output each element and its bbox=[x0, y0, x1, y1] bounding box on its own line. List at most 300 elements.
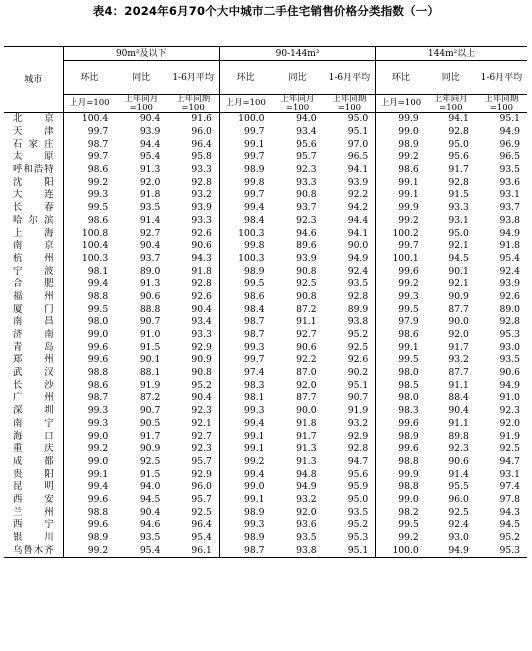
index-value: 91.7 bbox=[139, 430, 161, 442]
index-value: 93.2 bbox=[167, 189, 219, 202]
index-value: 90.4 bbox=[139, 240, 161, 252]
index-value: 95.3 bbox=[499, 329, 520, 341]
index-value: 92.8 bbox=[499, 316, 520, 328]
index-value: 93.9 bbox=[324, 176, 376, 189]
index-value: 95.0 bbox=[448, 138, 469, 150]
index-value: 87.7 bbox=[448, 367, 469, 379]
city-name: 银川 bbox=[4, 532, 63, 545]
index-value: 94.1 bbox=[448, 113, 469, 125]
index-value: 90.6 bbox=[448, 455, 469, 467]
index-value: 99.6 bbox=[87, 341, 109, 353]
group-header-medium: 90-144m² bbox=[219, 47, 375, 61]
index-value: 89.8 bbox=[448, 430, 469, 442]
index-value: 93.5 bbox=[296, 532, 317, 544]
index-value: 99.4 bbox=[244, 417, 265, 429]
index-value: 92.5 bbox=[324, 341, 376, 354]
index-value: 99.6 bbox=[87, 354, 109, 366]
index-value: 98.9 bbox=[398, 430, 419, 442]
index-value: 90.6 bbox=[296, 341, 317, 353]
table-row bbox=[4, 253, 527, 266]
base-label: 上年同期=100 bbox=[324, 95, 376, 113]
city-name: 合肥 bbox=[4, 278, 63, 291]
index-value: 92.8 bbox=[448, 176, 469, 188]
index-value: 99.7 bbox=[244, 354, 265, 366]
city-name: 长春 bbox=[4, 202, 63, 215]
table-row bbox=[4, 113, 527, 126]
index-value: 93.5 bbox=[139, 202, 161, 214]
index-value: 99.3 bbox=[244, 341, 265, 353]
index-value: 95.8 bbox=[167, 151, 219, 164]
table-row bbox=[4, 341, 527, 354]
index-value: 98.7 bbox=[244, 329, 265, 341]
index-value: 91.3 bbox=[139, 164, 161, 176]
index-value: 95.7 bbox=[296, 151, 317, 163]
city-name: 贵阳 bbox=[4, 468, 63, 481]
index-value: 91.1 bbox=[448, 379, 469, 391]
index-value: 93.5 bbox=[499, 164, 520, 176]
index-value: 91.3 bbox=[296, 455, 317, 467]
group-header-large: 144m²以上 bbox=[376, 47, 527, 61]
table-row bbox=[4, 329, 527, 342]
city-name: 呼和浩特 bbox=[4, 164, 63, 177]
index-value: 98.0 bbox=[398, 367, 419, 379]
index-value: 98.0 bbox=[398, 392, 419, 404]
index-value: 96.1 bbox=[167, 544, 219, 557]
index-value: 95.4 bbox=[139, 151, 161, 163]
base-label: 上月=100 bbox=[63, 95, 115, 113]
index-value: 92.3 bbox=[296, 214, 317, 226]
subcol-mom: 环比 bbox=[63, 61, 115, 95]
index-value: 99.9 bbox=[398, 202, 419, 214]
index-value: 94.9 bbox=[324, 253, 376, 266]
index-value: 95.6 bbox=[448, 151, 469, 163]
index-value: 99.0 bbox=[244, 481, 265, 493]
base-label: 上年同期=100 bbox=[167, 95, 219, 113]
subcol-mom: 环比 bbox=[219, 61, 271, 95]
index-value: 95.1 bbox=[324, 544, 376, 557]
index-value: 94.4 bbox=[139, 138, 161, 150]
index-value: 92.9 bbox=[324, 430, 376, 443]
index-value: 98.4 bbox=[244, 303, 265, 315]
index-value: 99.2 bbox=[87, 544, 109, 556]
index-value: 95.4 bbox=[139, 544, 161, 556]
index-value: 99.3 bbox=[244, 519, 265, 531]
index-value: 99.4 bbox=[244, 468, 265, 480]
index-value: 100.3 bbox=[238, 252, 265, 264]
index-value: 94.9 bbox=[499, 379, 520, 391]
index-value: 99.6 bbox=[87, 493, 109, 505]
index-value: 99.0 bbox=[398, 493, 419, 505]
table-row bbox=[4, 392, 527, 405]
index-value: 93.1 bbox=[499, 189, 520, 201]
index-value: 92.8 bbox=[448, 126, 469, 138]
index-value: 93.3 bbox=[167, 164, 219, 177]
index-value: 90.1 bbox=[448, 265, 469, 277]
index-value: 92.0 bbox=[296, 379, 317, 391]
index-value: 98.0 bbox=[87, 316, 109, 328]
subcol-avg: 1-6月平均 bbox=[476, 61, 527, 95]
index-value: 98.6 bbox=[87, 379, 109, 391]
city-name: 大连 bbox=[4, 189, 63, 202]
city-name: 天津 bbox=[4, 126, 63, 139]
index-value: 88.8 bbox=[139, 303, 161, 315]
index-value: 98.9 bbox=[244, 265, 265, 277]
index-value: 91.8 bbox=[499, 240, 520, 252]
table-row bbox=[4, 494, 527, 507]
index-value: 91.7 bbox=[448, 341, 469, 353]
table-body bbox=[4, 113, 527, 558]
index-value: 90.8 bbox=[296, 265, 317, 277]
table-row bbox=[4, 291, 527, 304]
index-value: 97.9 bbox=[398, 316, 419, 328]
index-value: 100.4 bbox=[81, 240, 109, 252]
index-value: 98.9 bbox=[244, 164, 265, 176]
base-label: 上月=100 bbox=[376, 95, 426, 113]
index-value: 93.7 bbox=[139, 252, 161, 264]
index-value: 93.2 bbox=[296, 493, 317, 505]
city-name: 青岛 bbox=[4, 341, 63, 354]
index-value: 98.6 bbox=[244, 290, 265, 302]
index-value: 93.8 bbox=[296, 544, 317, 556]
city-column-header: 城市 bbox=[4, 47, 63, 113]
subcol-avg: 1-6月平均 bbox=[167, 61, 219, 95]
index-value: 91.1 bbox=[296, 316, 317, 328]
city-name: 北京 bbox=[4, 113, 63, 126]
index-value: 99.4 bbox=[87, 481, 109, 493]
index-value: 92.8 bbox=[167, 278, 219, 291]
city-name: 南昌 bbox=[4, 316, 63, 329]
index-value: 90.4 bbox=[167, 392, 219, 405]
index-value: 94.5 bbox=[499, 519, 520, 531]
index-value: 99.1 bbox=[244, 430, 265, 442]
table-row bbox=[4, 379, 527, 392]
index-value: 91.5 bbox=[448, 189, 469, 201]
index-value: 90.4 bbox=[139, 506, 161, 518]
index-value: 92.1 bbox=[167, 418, 219, 431]
index-value: 92.5 bbox=[499, 443, 520, 455]
city-name: 海口 bbox=[4, 430, 63, 443]
table-row bbox=[4, 227, 527, 240]
index-value: 99.6 bbox=[398, 417, 419, 429]
index-value: 100.4 bbox=[81, 113, 109, 125]
index-value: 90.0 bbox=[296, 405, 317, 417]
index-value: 94.8 bbox=[296, 468, 317, 480]
index-value: 99.9 bbox=[398, 113, 419, 125]
index-value: 92.0 bbox=[296, 506, 317, 518]
index-value: 93.3 bbox=[167, 329, 219, 342]
index-value: 99.3 bbox=[87, 405, 109, 417]
index-value: 98.8 bbox=[87, 290, 109, 302]
index-value: 97.4 bbox=[499, 481, 520, 493]
index-value: 99.7 bbox=[244, 151, 265, 163]
index-value: 98.9 bbox=[398, 138, 419, 150]
index-value: 98.9 bbox=[87, 532, 109, 544]
table-row bbox=[4, 532, 527, 545]
index-value: 95.3 bbox=[499, 544, 520, 556]
index-value: 92.7 bbox=[139, 227, 161, 239]
index-value: 92.0 bbox=[448, 329, 469, 341]
index-value: 94.5 bbox=[139, 493, 161, 505]
index-value: 90.8 bbox=[167, 367, 219, 380]
index-value: 95.2 bbox=[324, 519, 376, 532]
index-value: 95.7 bbox=[167, 456, 219, 469]
index-value: 94.0 bbox=[296, 113, 317, 125]
table-row bbox=[4, 544, 527, 557]
index-value: 94.6 bbox=[139, 519, 161, 531]
index-value: 93.5 bbox=[324, 278, 376, 291]
index-value: 92.2 bbox=[324, 189, 376, 202]
city-name: 郑州 bbox=[4, 354, 63, 367]
index-value: 99.3 bbox=[244, 405, 265, 417]
index-value: 95.7 bbox=[167, 494, 219, 507]
city-name: 长沙 bbox=[4, 379, 63, 392]
index-value: 99.1 bbox=[398, 341, 419, 353]
table-row bbox=[4, 506, 527, 519]
index-value: 97.0 bbox=[324, 138, 376, 151]
table-row bbox=[4, 456, 527, 469]
index-value: 98.4 bbox=[244, 214, 265, 226]
index-value: 92.9 bbox=[167, 468, 219, 481]
index-value: 94.5 bbox=[448, 252, 469, 264]
table-row bbox=[4, 443, 527, 456]
index-value: 99.1 bbox=[398, 176, 419, 188]
index-value: 92.6 bbox=[167, 227, 219, 240]
index-value: 99.1 bbox=[398, 189, 419, 201]
index-value: 91.8 bbox=[139, 189, 161, 201]
city-name: 重庆 bbox=[4, 443, 63, 456]
index-value: 87.2 bbox=[296, 303, 317, 315]
index-value: 87.7 bbox=[448, 303, 469, 315]
index-value: 98.1 bbox=[244, 392, 265, 404]
index-value: 89.9 bbox=[324, 303, 376, 316]
index-value: 99.7 bbox=[244, 126, 265, 138]
index-value: 93.9 bbox=[139, 126, 161, 138]
index-value: 87.0 bbox=[296, 367, 317, 379]
index-value: 98.7 bbox=[244, 544, 265, 556]
index-value: 93.3 bbox=[296, 176, 317, 188]
table-row bbox=[4, 418, 527, 431]
index-value: 95.2 bbox=[324, 329, 376, 342]
index-value: 92.1 bbox=[448, 240, 469, 252]
index-value: 98.3 bbox=[244, 379, 265, 391]
index-value: 91.4 bbox=[139, 214, 161, 226]
table-row bbox=[4, 176, 527, 189]
index-value: 98.8 bbox=[87, 506, 109, 518]
index-value: 93.0 bbox=[448, 532, 469, 544]
index-value: 99.6 bbox=[398, 443, 419, 455]
base-label: 上年同月=100 bbox=[115, 95, 167, 113]
index-value: 92.7 bbox=[167, 430, 219, 443]
index-value: 99.4 bbox=[87, 278, 109, 290]
index-value: 92.1 bbox=[448, 278, 469, 290]
index-value: 90.9 bbox=[139, 443, 161, 455]
base-label: 上年同期=100 bbox=[476, 95, 527, 113]
index-value: 99.5 bbox=[87, 303, 109, 315]
index-value: 95.4 bbox=[499, 252, 520, 264]
index-value: 90.8 bbox=[296, 290, 317, 302]
index-value: 95.0 bbox=[448, 227, 469, 239]
index-value: 93.4 bbox=[167, 316, 219, 329]
city-name: 深圳 bbox=[4, 405, 63, 418]
index-value: 90.9 bbox=[448, 290, 469, 302]
index-value: 92.7 bbox=[296, 329, 317, 341]
index-value: 95.5 bbox=[448, 481, 469, 493]
table-title: 表4：2024年6月70个大中城市二手住宅销售价格分类指数（一） bbox=[92, 4, 440, 18]
index-value: 95.9 bbox=[324, 481, 376, 494]
index-value: 92.6 bbox=[499, 290, 520, 302]
index-value: 100.0 bbox=[238, 113, 265, 125]
index-value: 90.7 bbox=[324, 392, 376, 405]
index-value: 98.9 bbox=[244, 532, 265, 544]
city-name: 兰州 bbox=[4, 506, 63, 519]
index-value: 93.8 bbox=[324, 316, 376, 329]
index-value: 92.2 bbox=[296, 354, 317, 366]
city-name: 上海 bbox=[4, 227, 63, 240]
index-value: 92.0 bbox=[139, 176, 161, 188]
city-name: 西宁 bbox=[4, 519, 63, 532]
index-value: 90.6 bbox=[139, 290, 161, 302]
index-value: 92.3 bbox=[448, 443, 469, 455]
index-value: 96.0 bbox=[448, 493, 469, 505]
index-value: 94.9 bbox=[499, 227, 520, 239]
index-value: 99.1 bbox=[244, 443, 265, 455]
city-name: 厦门 bbox=[4, 303, 63, 316]
index-value: 99.6 bbox=[87, 519, 109, 531]
subcol-avg: 1-6月平均 bbox=[324, 61, 376, 95]
index-value: 92.3 bbox=[167, 443, 219, 456]
index-value: 99.4 bbox=[244, 202, 265, 214]
table-row bbox=[4, 519, 527, 532]
index-value: 90.4 bbox=[139, 113, 161, 125]
subcol-yoy: 同比 bbox=[426, 61, 476, 95]
index-value: 91.6 bbox=[167, 113, 219, 126]
index-value: 92.5 bbox=[296, 278, 317, 290]
index-value: 92.0 bbox=[499, 417, 520, 429]
index-value: 91.5 bbox=[139, 468, 161, 480]
index-value: 96.9 bbox=[499, 138, 520, 150]
index-value: 99.1 bbox=[244, 493, 265, 505]
index-value: 90.1 bbox=[139, 354, 161, 366]
index-value: 98.5 bbox=[398, 379, 419, 391]
index-value: 93.2 bbox=[324, 418, 376, 431]
index-value: 91.9 bbox=[139, 379, 161, 391]
index-value: 93.6 bbox=[499, 176, 520, 188]
index-value: 99.0 bbox=[87, 430, 109, 442]
index-value: 90.0 bbox=[448, 316, 469, 328]
table-row bbox=[4, 430, 527, 443]
index-value: 95.2 bbox=[499, 532, 520, 544]
index-value: 99.2 bbox=[87, 443, 109, 455]
city-name: 昆明 bbox=[4, 481, 63, 494]
index-value: 99.2 bbox=[398, 151, 419, 163]
group-header-small: 90m²及以下 bbox=[63, 47, 219, 61]
index-value: 99.3 bbox=[87, 189, 109, 201]
index-value: 91.8 bbox=[296, 417, 317, 429]
index-value: 90.9 bbox=[167, 354, 219, 367]
index-value: 91.3 bbox=[139, 278, 161, 290]
index-value: 96.0 bbox=[167, 481, 219, 494]
index-value: 91.0 bbox=[139, 329, 161, 341]
price-index-table bbox=[4, 46, 527, 558]
base-label: 上月=100 bbox=[219, 95, 271, 113]
table-row bbox=[4, 189, 527, 202]
table-row bbox=[4, 202, 527, 215]
table-row bbox=[4, 405, 527, 418]
index-value: 98.3 bbox=[398, 405, 419, 417]
city-name: 南京 bbox=[4, 240, 63, 253]
index-value: 97.4 bbox=[244, 367, 265, 379]
index-value: 98.6 bbox=[398, 329, 419, 341]
index-value: 92.6 bbox=[167, 291, 219, 304]
index-value: 94.1 bbox=[324, 227, 376, 240]
index-value: 99.2 bbox=[87, 176, 109, 188]
index-value: 95.3 bbox=[324, 532, 376, 545]
index-value: 93.5 bbox=[499, 354, 520, 366]
index-value: 92.3 bbox=[167, 405, 219, 418]
index-value: 98.7 bbox=[244, 316, 265, 328]
index-value: 97.8 bbox=[499, 493, 520, 505]
index-value: 95.2 bbox=[167, 379, 219, 392]
index-value: 99.0 bbox=[87, 329, 109, 341]
index-value: 99.7 bbox=[87, 126, 109, 138]
index-value: 93.3 bbox=[167, 215, 219, 228]
index-value: 96.5 bbox=[324, 151, 376, 164]
index-value: 92.9 bbox=[167, 341, 219, 354]
index-value: 91.8 bbox=[167, 265, 219, 278]
table-row bbox=[4, 215, 527, 228]
index-value: 99.1 bbox=[244, 138, 265, 150]
index-value: 99.8 bbox=[244, 176, 265, 188]
index-value: 92.6 bbox=[324, 354, 376, 367]
index-value: 98.8 bbox=[87, 367, 109, 379]
city-name: 沈阳 bbox=[4, 176, 63, 189]
index-value: 93.1 bbox=[448, 214, 469, 226]
index-value: 94.9 bbox=[448, 544, 469, 556]
index-value: 95.6 bbox=[296, 138, 317, 150]
index-value: 95.6 bbox=[324, 468, 376, 481]
index-value: 90.4 bbox=[167, 303, 219, 316]
index-value: 90.6 bbox=[499, 367, 520, 379]
city-name: 成都 bbox=[4, 456, 63, 469]
index-value: 91.7 bbox=[296, 430, 317, 442]
index-value: 98.8 bbox=[398, 455, 419, 467]
table-row bbox=[4, 303, 527, 316]
city-name: 广州 bbox=[4, 392, 63, 405]
table-row bbox=[4, 367, 527, 380]
index-value: 98.7 bbox=[87, 392, 109, 404]
index-value: 94.7 bbox=[499, 455, 520, 467]
index-value: 99.2 bbox=[244, 455, 265, 467]
index-value: 93.8 bbox=[499, 214, 520, 226]
index-value: 98.7 bbox=[87, 138, 109, 150]
index-value: 99.1 bbox=[87, 468, 109, 480]
index-value: 89.6 bbox=[296, 240, 317, 252]
index-value: 88.1 bbox=[139, 367, 161, 379]
table-row bbox=[4, 164, 527, 177]
index-value: 96.5 bbox=[499, 151, 520, 163]
index-value: 95.1 bbox=[324, 126, 376, 139]
index-value: 95.0 bbox=[324, 113, 376, 126]
index-value: 91.5 bbox=[139, 341, 161, 353]
index-value: 98.8 bbox=[398, 481, 419, 493]
index-value: 99.3 bbox=[87, 417, 109, 429]
index-value: 99.3 bbox=[398, 290, 419, 302]
index-value: 92.4 bbox=[499, 265, 520, 277]
index-value: 100.8 bbox=[81, 227, 109, 239]
index-value: 99.5 bbox=[87, 202, 109, 214]
index-value: 93.5 bbox=[324, 506, 376, 519]
index-value: 90.4 bbox=[448, 405, 469, 417]
